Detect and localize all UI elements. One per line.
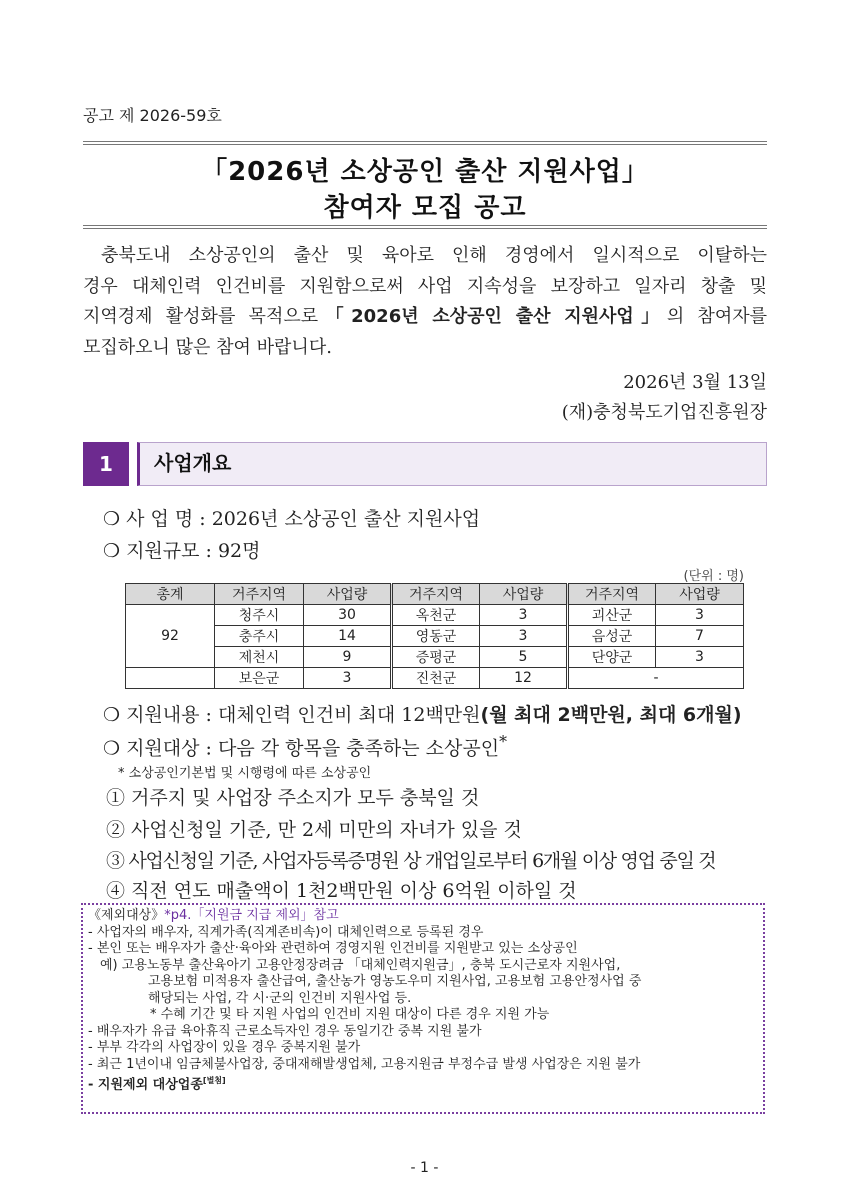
exclusion-line [88, 1073, 757, 1094]
table-cell: 단양군 [568, 647, 656, 668]
support-content-detail: (월 최대 2백만원, 최대 6개월) [480, 704, 742, 726]
table-cell: 3 [480, 626, 568, 647]
table-header: 총계 [126, 584, 215, 605]
table-cell: 영동군 [392, 626, 480, 647]
table-row [126, 626, 744, 647]
support-content-text: ❍ 지원내용 : 대체인력 인건비 최대 12백만원 [103, 704, 481, 726]
exclusion-reference: *p4.「지원금 지급 제외」참고 [164, 908, 339, 923]
section-gap [129, 442, 137, 486]
exclusion-note: * 수혜 기간 및 타 지원 사업의 인건비 지원 대상이 다른 경우 지원 가능 [150, 1007, 550, 1022]
region-allocation-table [125, 583, 744, 689]
intro-line: 충북도내 소상공인의 출산 및 육아로 인해 경영에서 일시적으로 이탈하는 [101, 245, 767, 266]
support-scale-item: ❍ 지원규모 : 92명 [103, 540, 261, 562]
support-target-text: ❍ 지원대상 : 다음 각 항목을 충족하는 소상공인 [103, 737, 500, 760]
intro-text: 지역경제 활성화를 목적으로 [83, 306, 319, 327]
table-cell: 보은군 [215, 668, 304, 689]
table-cell: 충주시 [215, 626, 304, 647]
intro-text: 의 참여자를 [666, 306, 767, 327]
table-header: 거주지역 [215, 584, 304, 605]
table-unit: (단위 : 명) [683, 569, 744, 584]
notice-date: 2026년 3월 13일 [623, 372, 767, 393]
exclusion-example: 고용보험 미적용자 출산급여, 출산농가 영농도우미 지원사업, 고용보험 고용안정사업 중 [148, 974, 642, 989]
intro-program-name: 「2026년 소상공인 출산 지원사업」 [318, 306, 667, 327]
table-row [126, 647, 744, 668]
exclusion-line: - 사업자의 배우자, 직계가족(직계존비속)이 대체인력으로 등록된 경우 [88, 924, 484, 940]
section-header [83, 442, 767, 486]
condition-item: ④ 직전 연도 매출액이 1천2백만원 이상 6억원 이하일 것 [106, 880, 577, 902]
table-header: 거주지역 [568, 584, 656, 605]
exclusion-industries: - 지원제외 대상업종 [88, 1077, 203, 1093]
intro-line [83, 302, 767, 333]
program-name-item: ❍ 사 업 명 : 2026년 소상공인 출산 지원사업 [103, 508, 481, 530]
table-row [126, 668, 744, 689]
table-cell: 괴산군 [568, 605, 656, 626]
exclusion-example: 예) 고용노동부 출산육아기 고용안정장려금 「대체인력지원금」, 충북 도시근로자 지원사업, [100, 957, 621, 973]
table-header: 거주지역 [392, 584, 480, 605]
exclusion-line: - 본인 또는 배우자가 출산·육아와 관련하여 경영지원 인건비를 지원받고 있는 소상공인 [88, 941, 578, 956]
exclusion-box [81, 903, 765, 1114]
support-content-item [103, 700, 742, 727]
table-cell: 14 [304, 626, 392, 647]
target-footnote: * 소상공인기본법 및 시행령에 따른 소상공인 [118, 766, 372, 781]
table-row [126, 605, 744, 626]
table-cell: 증평군 [392, 647, 480, 668]
condition-item: ③ 사업신청일 기준, 사업자등록증명원 상 개업일로부터 6개월 이상 영업 중일 것 [106, 850, 716, 872]
table-cell: 30 [304, 605, 392, 626]
table-cell: 제천시 [215, 647, 304, 668]
table-cell: 5 [480, 647, 568, 668]
table-cell: 3 [656, 647, 744, 668]
intro-paragraph [83, 241, 767, 363]
total-cell: 92 [126, 605, 215, 668]
table-header: 사업량 [480, 584, 568, 605]
page-title-line2: 참여자 모집 공고 [323, 193, 527, 223]
table-cell: 진천군 [392, 668, 480, 689]
page-number: - 1 - [410, 1160, 439, 1176]
table-cell: - [568, 668, 744, 689]
table-cell: 9 [304, 647, 392, 668]
condition-item: ② 사업신청일 기준, 만 2세 미만의 자녀가 있을 것 [106, 819, 522, 841]
exclusion-line: - 최근 1년이내 임금체불사업장, 중대재해발생업체, 고용지원금 부정수급 발생 사업장은 지원 불가 [88, 1056, 641, 1072]
title-bottom-rule [83, 225, 767, 229]
notice-number: 공고 제 2026-59호 [83, 106, 222, 125]
title-top-rule [83, 141, 767, 145]
table-cell: 3 [304, 668, 392, 689]
table-cell: 옥천군 [392, 605, 480, 626]
table-cell: 7 [656, 626, 744, 647]
support-target-item [103, 732, 507, 760]
intro-line: 경우 대체인력 인건비를 지원함으로써 사업 지속성을 보장하고 일자리 창출 및 [83, 275, 767, 297]
section-title: 사업개요 [137, 442, 767, 486]
exclusion-example: 해당되는 사업, 각 시·군의 인건비 지원사업 등. [148, 990, 412, 1006]
exclusion-line: - 배우자가 유급 육아휴직 근로소득자인 경우 동일기간 중복 지원 불가 [88, 1023, 482, 1039]
table-header-row [126, 584, 744, 605]
table-cell: 3 [656, 605, 744, 626]
table-header: 사업량 [656, 584, 744, 605]
section-number: 1 [83, 442, 129, 486]
table-cell-empty [126, 668, 215, 689]
footnote-mark: * [499, 732, 508, 751]
issuing-organization: (재)충청북도기업진흥원장 [561, 402, 767, 423]
table-header: 사업량 [304, 584, 392, 605]
intro-line: 모집하오니 많은 참여 바랍니다. [83, 336, 332, 358]
table-cell: 청주시 [215, 605, 304, 626]
exclusion-title: 《제외대상》 [88, 908, 165, 923]
table-cell: 12 [480, 668, 568, 689]
page-title-line1: 「2026년 소상공인 출산 지원사업」 [201, 157, 649, 187]
condition-item: ① 거주지 및 사업장 주소지가 모두 충북일 것 [106, 787, 480, 809]
exclusion-header [88, 908, 757, 925]
exclusion-line: - 부부 각각의 사업장이 있을 경우 중복지원 불가 [88, 1040, 361, 1055]
attachment-mark: [별첨] [202, 1076, 226, 1085]
table-cell: 3 [480, 605, 568, 626]
table-cell: 음성군 [568, 626, 656, 647]
